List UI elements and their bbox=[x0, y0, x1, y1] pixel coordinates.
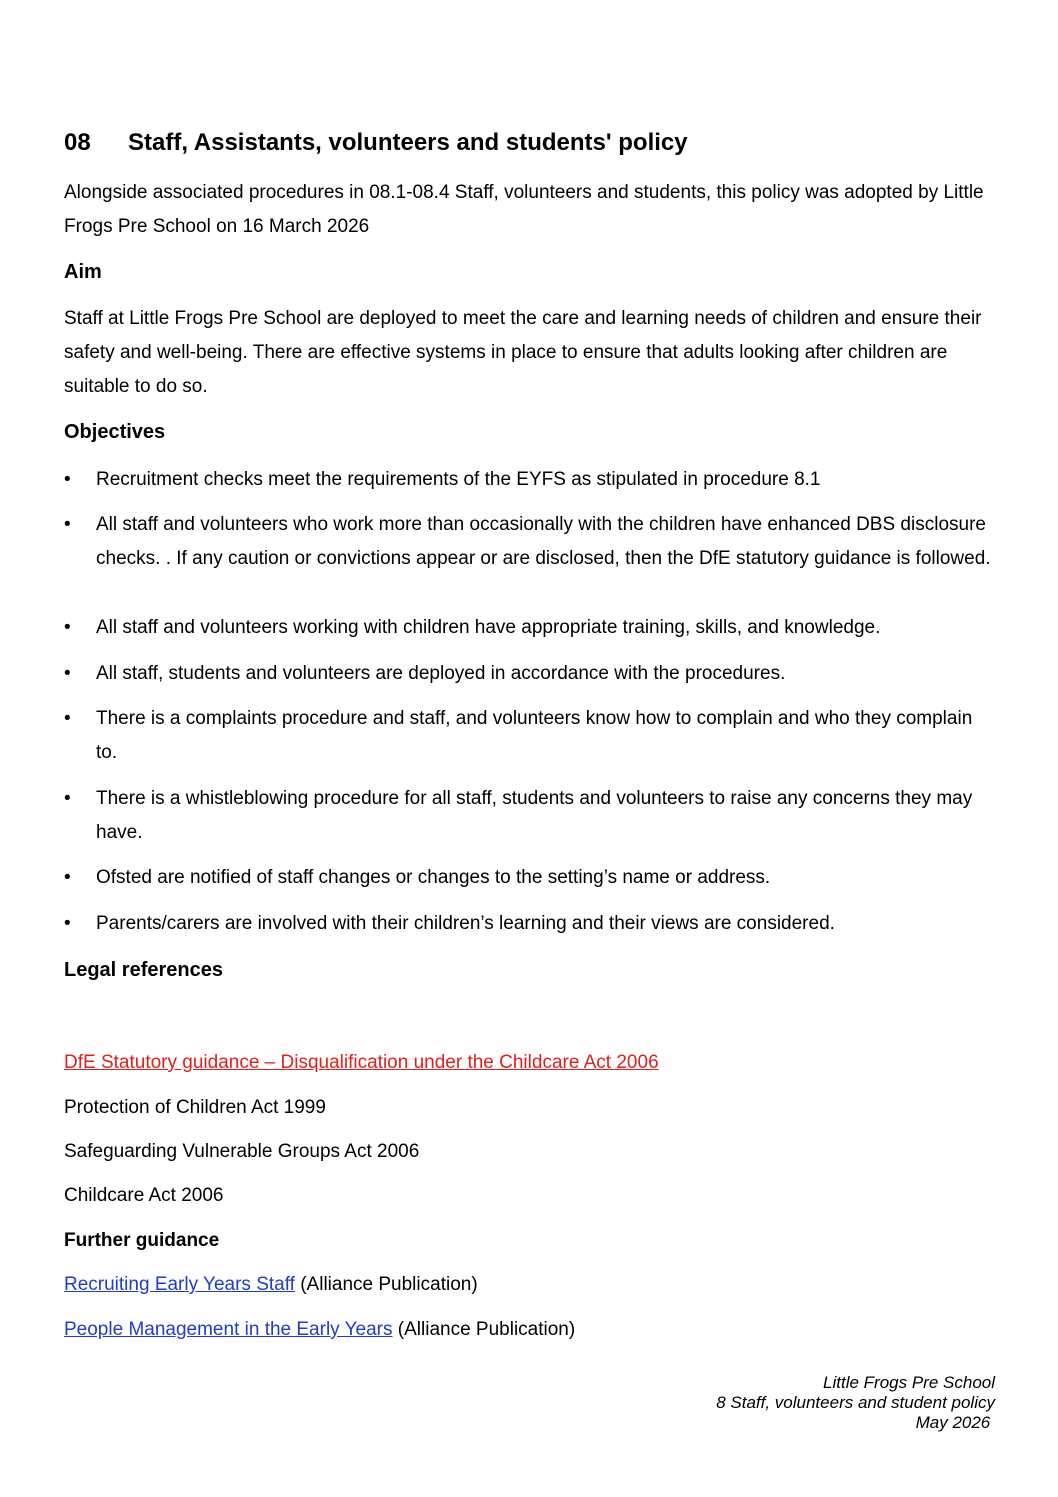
legal-references-heading: Legal references bbox=[64, 959, 223, 981]
recruiting-early-years-staff-link[interactable]: Recruiting Early Years Staff bbox=[64, 1274, 295, 1295]
title-number: 08 bbox=[64, 129, 91, 156]
list-item-text: Ofsted are notified of staff changes or changes to the setting’s name or address. bbox=[96, 867, 771, 888]
disqualification-guidance-link[interactable]: DfE Statutory guidance – Disqualification under the Childcare Act 2006 bbox=[64, 1052, 659, 1073]
legal-ref-item: Protection of Children Act 1999 bbox=[64, 1097, 326, 1118]
list-item-text: Recruitment checks meet the requirements of the EYFS as stipulated in procedure 8.1 bbox=[96, 469, 821, 490]
aim-heading: Aim bbox=[64, 261, 102, 283]
bullet-icon: • bbox=[64, 469, 71, 490]
legal-ref-item: Safeguarding Vulnerable Groups Act 2006 bbox=[64, 1141, 420, 1162]
objectives-heading: Objectives bbox=[64, 421, 166, 443]
intro-paragraph: Alongside associated procedures in 08.1-08.4 Staff, volunteers and students, this policy was adopted by Little Frogs Pre School on 16 March 2026 bbox=[64, 182, 984, 237]
publication-note: (Alliance Publication) bbox=[392, 1319, 576, 1340]
aim-paragraph: Staff at Little Frogs Pre School are deployed to meet the care and learning needs of children and ensure their safety and well-being. There are effective systems in place to ensure that adults looking after children are suitable to do so. bbox=[64, 308, 982, 397]
page-title bbox=[64, 127, 688, 159]
list-item-text: All staff and volunteers working with children have appropriate training, skills, and knowledge. bbox=[96, 617, 881, 638]
further-guidance-heading: Further guidance bbox=[64, 1230, 220, 1251]
footer-school-name: Little Frogs Pre School bbox=[823, 1373, 995, 1392]
further-guidance-item bbox=[64, 1316, 575, 1344]
list-item-text: There is a complaints procedure and staff, and volunteers know how to complain and who they complain to. bbox=[96, 708, 973, 763]
list-item-text: There is a whistleblowing procedure for all staff, students and volunteers to raise any concerns they may have. bbox=[96, 788, 973, 843]
bullet-icon: • bbox=[64, 663, 71, 684]
bullet-icon: • bbox=[64, 617, 71, 638]
bullet-icon: • bbox=[64, 867, 71, 888]
bullet-icon: • bbox=[64, 913, 71, 934]
further-guidance-item bbox=[64, 1271, 478, 1299]
list-item-text: All staff and volunteers who work more than occasionally with the children have enhanced DBS disclosure checks. . If any caution or convictions appear or are disclosed, then the DfE statutory guidance is followed. bbox=[96, 514, 991, 569]
publication-note: (Alliance Publication) bbox=[294, 1274, 478, 1295]
footer-date: May 2026 bbox=[915, 1413, 995, 1432]
list-item-text: Parents/carers are involved with their children’s learning and their views are considered. bbox=[96, 913, 835, 934]
bullet-icon: • bbox=[64, 788, 71, 809]
footer-policy-name: 8 Staff, volunteers and student policy bbox=[716, 1393, 995, 1412]
bullet-icon: • bbox=[64, 514, 71, 535]
legal-ref-item: Childcare Act 2006 bbox=[64, 1185, 224, 1206]
legal-ref-link-row bbox=[64, 1049, 659, 1077]
bullet-icon: • bbox=[64, 708, 71, 729]
list-item-text: All staff, students and volunteers are deployed in accordance with the procedures. bbox=[96, 663, 786, 684]
people-management-link[interactable]: People Management in the Early Years bbox=[64, 1319, 393, 1340]
title-text: Staff, Assistants, volunteers and students' policy bbox=[128, 129, 688, 156]
